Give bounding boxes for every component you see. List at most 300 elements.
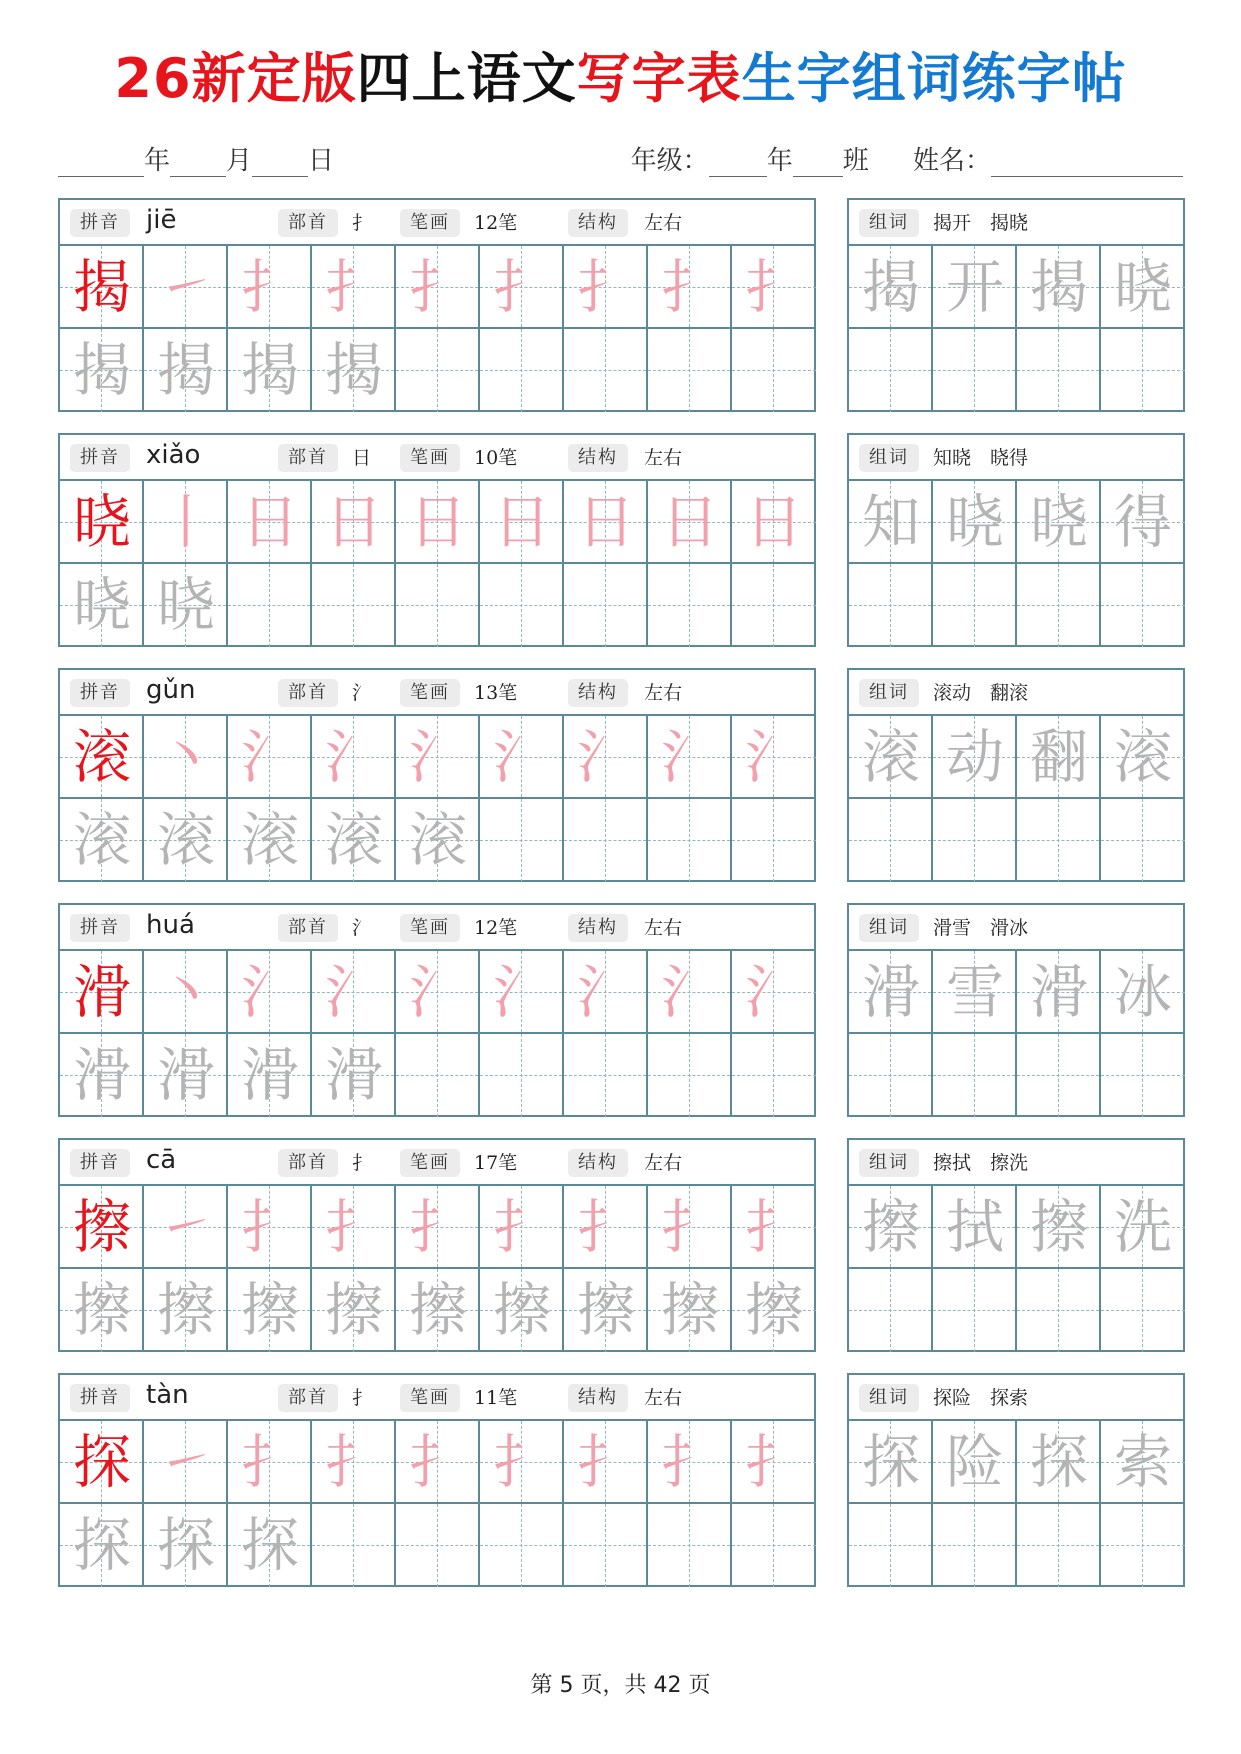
writing-cell[interactable] [396, 951, 480, 1034]
writing-cell[interactable] [648, 329, 732, 412]
word-cell[interactable] [1101, 951, 1185, 1034]
writing-cell[interactable] [228, 951, 312, 1034]
writing-cell[interactable] [312, 564, 396, 647]
stroke-order-character: 扌 [660, 253, 719, 321]
model-character: 探 [72, 1428, 131, 1496]
structure-value: 左右 [644, 1152, 683, 1174]
writing-cell[interactable] [60, 1269, 144, 1352]
word-cell[interactable] [1101, 716, 1185, 799]
writing-cell[interactable] [564, 716, 648, 799]
word-cell[interactable] [1101, 1186, 1185, 1269]
writing-cell[interactable] [480, 329, 564, 412]
word-cell[interactable] [849, 799, 933, 882]
radical-tag: 部首 [278, 444, 338, 472]
char-practice-panel [58, 198, 816, 412]
writing-cell[interactable] [732, 481, 816, 564]
word-practice-panel [847, 903, 1185, 1117]
writing-cell[interactable] [648, 951, 732, 1034]
writing-cell[interactable] [564, 1269, 648, 1352]
stroke-order-character: 丨 [156, 488, 215, 556]
word-cell[interactable] [849, 1421, 933, 1504]
writing-cell[interactable] [732, 246, 816, 329]
words-tag: 组词 [859, 679, 919, 707]
stroke-order-character: 滑 [324, 1041, 383, 1109]
writing-cell[interactable] [648, 1186, 732, 1269]
writing-cell[interactable] [648, 799, 732, 882]
radical-value: 氵 [352, 682, 372, 704]
stroke-order-character: 日 [324, 488, 383, 556]
radical-value: 日 [352, 447, 372, 469]
word-cell[interactable] [933, 1186, 1017, 1269]
writing-cell[interactable] [312, 481, 396, 564]
writing-cell[interactable] [228, 1421, 312, 1504]
word-cell[interactable] [1017, 329, 1101, 412]
month-label: 月 [226, 146, 253, 176]
word-cell[interactable] [1017, 1421, 1101, 1504]
writing-cell[interactable] [60, 716, 144, 799]
stroke-order-character: 日 [492, 488, 551, 556]
stroke-order-character: 晓 [156, 571, 215, 639]
writing-cell[interactable] [564, 1186, 648, 1269]
stroke-order-character: 揭 [72, 336, 131, 404]
writing-cell[interactable] [732, 1186, 816, 1269]
writing-cell[interactable] [732, 1034, 816, 1117]
stroke-order-character: 擦 [324, 1276, 383, 1344]
word-header [849, 1375, 1183, 1421]
writing-cell[interactable] [396, 1269, 480, 1352]
word-cell[interactable] [1017, 246, 1101, 329]
word-cell[interactable] [849, 1504, 933, 1587]
structure-tag: 结构 [568, 1149, 628, 1177]
pinyin-tag: 拼音 [70, 679, 130, 707]
writing-cell[interactable] [480, 564, 564, 647]
page-footer: 第 5 页，共 42 页 [530, 1673, 711, 1698]
stroke-order-character: 丶 [156, 723, 215, 791]
structure-tag: 结构 [568, 1384, 628, 1412]
year-blank[interactable] [58, 148, 144, 177]
word-cell[interactable] [849, 481, 933, 564]
word-trace-character: 滑 [861, 958, 920, 1026]
stroke-order-character: ㇀ [156, 1193, 215, 1261]
word-cell[interactable] [849, 716, 933, 799]
word-cell[interactable] [1101, 246, 1185, 329]
word-cell[interactable] [1017, 951, 1101, 1034]
writing-cell[interactable] [144, 1504, 228, 1587]
word-trace-character: 得 [1113, 488, 1172, 556]
word-cell[interactable] [1017, 481, 1101, 564]
pinyin-tag: 拼音 [70, 1149, 130, 1177]
radical-value: 氵 [352, 917, 372, 939]
word-practice-panel [847, 1138, 1185, 1352]
word-trace-character: 探 [1029, 1428, 1088, 1496]
word-cell[interactable] [1101, 1269, 1185, 1352]
word-header [849, 670, 1183, 716]
word-cell[interactable] [933, 329, 1017, 412]
stroke-order-character: 探 [156, 1511, 215, 1579]
writing-cell[interactable] [396, 1034, 480, 1117]
stroke-order-character: 氵 [660, 958, 719, 1026]
writing-cell[interactable] [60, 799, 144, 882]
writing-cell[interactable] [732, 1269, 816, 1352]
stroke-order-character: 日 [576, 488, 635, 556]
model-character: 揭 [72, 253, 131, 321]
word-header [849, 1140, 1183, 1186]
writing-cell[interactable] [312, 329, 396, 412]
word-cell[interactable] [933, 1269, 1017, 1352]
stroke-order-character: 氵 [660, 723, 719, 791]
writing-cell[interactable] [648, 1421, 732, 1504]
grade-year-blank[interactable] [709, 148, 767, 177]
word-trace-character: 晓 [1029, 488, 1088, 556]
writing-cell[interactable] [312, 716, 396, 799]
writing-cell[interactable] [144, 1034, 228, 1117]
writing-cell[interactable] [60, 329, 144, 412]
writing-cell[interactable] [396, 481, 480, 564]
word-cell[interactable] [933, 564, 1017, 647]
title-part-2: 四上语文 [356, 47, 577, 110]
words-value: 揭开 揭晓 [933, 212, 1029, 234]
radical-tag: 部首 [278, 1384, 338, 1412]
structure-tag: 结构 [568, 679, 628, 707]
word-trace-character: 擦 [861, 1193, 920, 1261]
word-cell[interactable] [849, 1186, 933, 1269]
writing-cell[interactable] [144, 481, 228, 564]
stroke-order-character: 揭 [240, 336, 299, 404]
writing-cell[interactable] [144, 799, 228, 882]
writing-cell[interactable] [564, 951, 648, 1034]
stroke-order-character: 氵 [744, 723, 803, 791]
writing-cell[interactable] [480, 716, 564, 799]
strokes-tag: 笔画 [400, 444, 460, 472]
stroke-order-character: 扌 [744, 1428, 803, 1496]
writing-cell[interactable] [312, 951, 396, 1034]
strokes-tag: 笔画 [400, 1384, 460, 1412]
structure-value: 左右 [644, 682, 683, 704]
writing-cell[interactable] [732, 1421, 816, 1504]
word-cell[interactable] [933, 799, 1017, 882]
stroke-order-character: 扌 [492, 1428, 551, 1496]
word-cell[interactable] [1101, 1034, 1185, 1117]
stroke-order-character: 晓 [72, 571, 131, 639]
char-practice-panel [58, 1373, 816, 1587]
model-character: 滑 [72, 958, 131, 1026]
writing-cell[interactable] [564, 1504, 648, 1587]
writing-cell[interactable] [144, 246, 228, 329]
stroke-order-character: 滚 [324, 806, 383, 874]
word-cell[interactable] [933, 1421, 1017, 1504]
stroke-order-character: 扌 [408, 1193, 467, 1261]
stroke-order-character: 擦 [156, 1276, 215, 1344]
word-trace-character: 冰 [1113, 958, 1172, 1026]
stroke-order-character: 氵 [240, 958, 299, 1026]
word-cell[interactable] [1017, 799, 1101, 882]
writing-cell[interactable] [732, 1504, 816, 1587]
writing-cell[interactable] [228, 1269, 312, 1352]
pinyin-value: tàn [146, 1380, 189, 1410]
stroke-order-character: 氵 [240, 723, 299, 791]
word-cell[interactable] [849, 564, 933, 647]
word-trace-character: 开 [945, 253, 1004, 321]
words-value: 擦拭 擦洗 [933, 1152, 1029, 1174]
char-practice-panel [58, 1138, 816, 1352]
word-cell[interactable] [933, 246, 1017, 329]
writing-cell[interactable] [144, 1269, 228, 1352]
writing-cell[interactable] [312, 1186, 396, 1269]
word-cell[interactable] [933, 1504, 1017, 1587]
stroke-order-character: 滑 [240, 1041, 299, 1109]
word-cell[interactable] [849, 329, 933, 412]
word-trace-character: 险 [945, 1428, 1004, 1496]
writing-cell[interactable] [732, 716, 816, 799]
words-tag: 组词 [859, 444, 919, 472]
writing-cell[interactable] [312, 1504, 396, 1587]
writing-cell[interactable] [648, 1504, 732, 1587]
writing-cell[interactable] [480, 1504, 564, 1587]
writing-cell[interactable] [396, 564, 480, 647]
writing-cell[interactable] [60, 564, 144, 647]
structure-value: 左右 [644, 917, 683, 939]
writing-cell[interactable] [648, 716, 732, 799]
word-cell[interactable] [1017, 1186, 1101, 1269]
word-cell[interactable] [849, 951, 933, 1034]
word-cell[interactable] [849, 246, 933, 329]
writing-cell[interactable] [648, 564, 732, 647]
words-tag: 组词 [859, 209, 919, 237]
writing-cell[interactable] [312, 1269, 396, 1352]
writing-cell[interactable] [396, 716, 480, 799]
writing-cell[interactable] [480, 799, 564, 882]
words-tag: 组词 [859, 1149, 919, 1177]
strokes-value: 13笔 [474, 682, 518, 704]
writing-cell[interactable] [144, 1421, 228, 1504]
writing-cell[interactable] [60, 1504, 144, 1587]
word-cell[interactable] [849, 1269, 933, 1352]
writing-cell[interactable] [144, 564, 228, 647]
word-cell[interactable] [1017, 716, 1101, 799]
word-cell[interactable] [1101, 481, 1185, 564]
writing-cell[interactable] [564, 799, 648, 882]
writing-cell[interactable] [60, 1421, 144, 1504]
word-trace-character: 探 [861, 1428, 920, 1496]
word-trace-character: 雪 [945, 958, 1004, 1026]
writing-cell[interactable] [312, 246, 396, 329]
strokes-tag: 笔画 [400, 1149, 460, 1177]
writing-cell[interactable] [144, 951, 228, 1034]
writing-cell[interactable] [732, 951, 816, 1034]
writing-cell[interactable] [648, 246, 732, 329]
writing-cell[interactable] [648, 481, 732, 564]
writing-cell[interactable] [732, 799, 816, 882]
radical-tag: 部首 [278, 1149, 338, 1177]
structure-tag: 结构 [568, 209, 628, 237]
month-blank[interactable] [170, 148, 226, 177]
stroke-order-character: 扌 [576, 253, 635, 321]
writing-cell[interactable] [228, 1034, 312, 1117]
word-cell[interactable] [1101, 329, 1185, 412]
word-cell[interactable] [849, 1034, 933, 1117]
stroke-order-character: 扌 [408, 253, 467, 321]
writing-cell[interactable] [648, 1269, 732, 1352]
writing-cell[interactable] [228, 481, 312, 564]
day-label: 日 [308, 146, 335, 176]
word-cell[interactable] [1101, 1421, 1185, 1504]
radical-tag: 部首 [278, 914, 338, 942]
char-info-header [60, 1375, 814, 1421]
stroke-order-character: 氵 [408, 723, 467, 791]
writing-cell[interactable] [480, 1269, 564, 1352]
writing-cell[interactable] [60, 1186, 144, 1269]
stroke-order-character: 擦 [408, 1276, 467, 1344]
char-info-header [60, 200, 814, 246]
radical-value: 扌 [352, 1152, 372, 1174]
writing-cell[interactable] [648, 1034, 732, 1117]
writing-cell[interactable] [396, 329, 480, 412]
writing-cell[interactable] [60, 481, 144, 564]
stroke-order-character: 探 [240, 1511, 299, 1579]
structure-value: 左右 [644, 447, 683, 469]
char-info-header [60, 435, 814, 481]
writing-cell[interactable] [228, 1504, 312, 1587]
writing-cell[interactable] [480, 246, 564, 329]
word-trace-character: 知 [861, 488, 920, 556]
writing-cell[interactable] [60, 246, 144, 329]
stroke-order-character: 扌 [744, 1193, 803, 1261]
radical-tag: 部首 [278, 679, 338, 707]
writing-cell[interactable] [396, 799, 480, 882]
pinyin-value: xiǎo [146, 440, 201, 470]
radical-value: 扌 [352, 212, 372, 234]
stroke-order-character: 扌 [408, 1428, 467, 1496]
writing-cell[interactable] [732, 329, 816, 412]
writing-cell[interactable] [480, 1186, 564, 1269]
char-practice-panel [58, 668, 816, 882]
stroke-order-character: ㇀ [156, 1428, 215, 1496]
writing-cell[interactable] [228, 799, 312, 882]
writing-cell[interactable] [396, 1186, 480, 1269]
word-cell[interactable] [933, 1034, 1017, 1117]
pinyin-value: huá [146, 910, 195, 940]
writing-cell[interactable] [228, 1186, 312, 1269]
writing-cell[interactable] [312, 1034, 396, 1117]
words-value: 知晓 晓得 [933, 447, 1029, 469]
writing-cell[interactable] [228, 246, 312, 329]
stroke-order-character: 滑 [72, 1041, 131, 1109]
stroke-order-character: ㇀ [156, 253, 215, 321]
word-cell[interactable] [1017, 564, 1101, 647]
word-trace-character: 滚 [861, 723, 920, 791]
writing-cell[interactable] [312, 799, 396, 882]
pinyin-tag: 拼音 [70, 914, 130, 942]
strokes-value: 12笔 [474, 917, 518, 939]
writing-cell[interactable] [228, 716, 312, 799]
stroke-order-character: 丶 [156, 958, 215, 1026]
words-tag: 组词 [859, 914, 919, 942]
writing-cell[interactable] [480, 1034, 564, 1117]
writing-cell[interactable] [480, 951, 564, 1034]
word-trace-character: 索 [1113, 1428, 1172, 1496]
writing-cell[interactable] [564, 329, 648, 412]
word-trace-character: 滑 [1029, 958, 1088, 1026]
day-blank[interactable] [252, 148, 308, 177]
stroke-order-character: 擦 [72, 1276, 131, 1344]
writing-cell[interactable] [144, 716, 228, 799]
name-blank[interactable] [991, 148, 1183, 177]
word-cell[interactable] [1017, 1504, 1101, 1587]
writing-cell[interactable] [144, 1186, 228, 1269]
writing-cell[interactable] [396, 1504, 480, 1587]
stroke-order-character: 氵 [408, 958, 467, 1026]
writing-cell[interactable] [480, 481, 564, 564]
stroke-order-character: 氵 [324, 958, 383, 1026]
writing-cell[interactable] [144, 329, 228, 412]
words-value: 滚动 翻滚 [933, 682, 1029, 704]
word-cell[interactable] [1017, 1269, 1101, 1352]
char-info-header [60, 905, 814, 951]
stroke-order-character: 滚 [240, 806, 299, 874]
strokes-tag: 笔画 [400, 914, 460, 942]
word-cell[interactable] [1101, 1504, 1185, 1587]
writing-cell[interactable] [60, 1034, 144, 1117]
word-cell[interactable] [1101, 564, 1185, 647]
writing-cell[interactable] [564, 246, 648, 329]
radical-value: 扌 [352, 1387, 372, 1409]
grade-year-label: 年 [766, 146, 793, 176]
stroke-order-character: 扌 [576, 1193, 635, 1261]
writing-cell[interactable] [312, 1421, 396, 1504]
pinyin-value: cā [146, 1145, 177, 1175]
writing-cell[interactable] [60, 951, 144, 1034]
writing-cell[interactable] [564, 1034, 648, 1117]
word-trace-character: 擦 [1029, 1193, 1088, 1261]
word-trace-character: 动 [945, 723, 1004, 791]
word-header [849, 435, 1183, 481]
writing-cell[interactable] [732, 564, 816, 647]
writing-cell[interactable] [396, 1421, 480, 1504]
stroke-order-character: 氵 [492, 723, 551, 791]
strokes-value: 10笔 [474, 447, 518, 469]
word-trace-character: 揭 [1029, 253, 1088, 321]
word-cell[interactable] [1017, 1034, 1101, 1117]
word-cell[interactable] [933, 951, 1017, 1034]
structure-tag: 结构 [568, 444, 628, 472]
word-practice-panel [847, 668, 1185, 882]
strokes-tag: 笔画 [400, 209, 460, 237]
word-header [849, 905, 1183, 951]
writing-cell[interactable] [564, 1421, 648, 1504]
word-trace-character: 翻 [1029, 723, 1088, 791]
word-cell[interactable] [1101, 799, 1185, 882]
word-cell[interactable] [933, 716, 1017, 799]
writing-cell[interactable] [564, 564, 648, 647]
stroke-order-character: 氵 [576, 958, 635, 1026]
writing-cell[interactable] [480, 1421, 564, 1504]
stroke-order-character: 扌 [240, 1193, 299, 1261]
writing-cell[interactable] [228, 564, 312, 647]
stroke-order-character: 揭 [324, 336, 383, 404]
writing-cell[interactable] [564, 481, 648, 564]
stroke-order-character: 扌 [324, 1193, 383, 1261]
grade-class-blank[interactable] [793, 148, 843, 177]
stroke-order-character: 日 [744, 488, 803, 556]
stroke-order-character: 擦 [660, 1276, 719, 1344]
radical-tag: 部首 [278, 209, 338, 237]
word-cell[interactable] [933, 481, 1017, 564]
title-part-4: 生字组词练字帖 [741, 47, 1127, 110]
stroke-order-character: 扌 [744, 253, 803, 321]
stroke-order-character: 探 [72, 1511, 131, 1579]
writing-cell[interactable] [396, 246, 480, 329]
writing-cell[interactable] [228, 329, 312, 412]
